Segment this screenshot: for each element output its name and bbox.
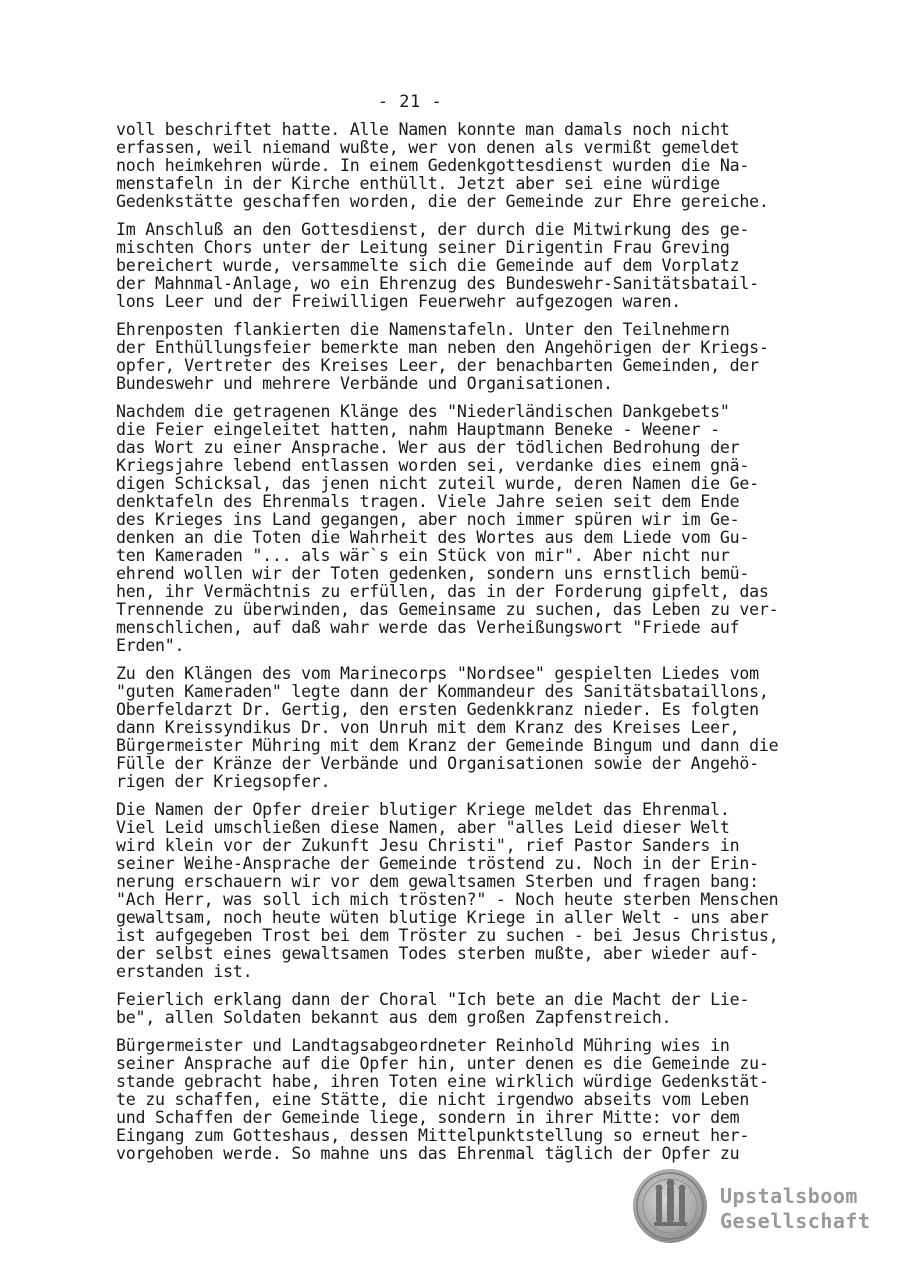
text-line: und Schaffen der Gemeinde liege, sondern in ihrer Mitte: vor dem xyxy=(116,1108,740,1127)
page-number: - 21 - xyxy=(377,92,443,112)
text-line: Eingang zum Gotteshaus, dessen Mittelpunktstellung so erneut her- xyxy=(116,1126,750,1145)
society-seal-icon xyxy=(632,1168,708,1244)
text-line: der Enthüllungsfeier bemerkte man neben den Angehörigen der Kriegs- xyxy=(116,338,769,357)
upstalsboom-watermark xyxy=(630,1168,880,1248)
text-line: Kriegsjahre lebend entlassen worden sei, verdanke dies einem gnä- xyxy=(116,456,750,475)
text-line: rigen der Kriegsopfer. xyxy=(116,772,331,791)
text-line: bereichert wurde, versammelte sich die Gemeinde auf dem Vorplatz xyxy=(116,256,740,275)
text-line: opfer, Vertreter des Kreises Leer, der benachbarten Gemeinden, der xyxy=(116,356,759,375)
text-line: lons Leer und der Freiwilligen Feuerwehr aufgezogen waren. xyxy=(116,292,681,311)
text-line: voll beschriftet hatte. Alle Namen konnte man damals noch nicht xyxy=(116,120,730,139)
text-line: Feierlich erklang dann der Choral "Ich bete an die Macht der Lie- xyxy=(116,990,750,1009)
text-line: Trennende zu überwinden, das Gemeinsame zu suchen, das Leben zu ver- xyxy=(116,600,779,619)
text-line: menschlichen, auf daß wahr werde das Verheißungswort "Friede auf xyxy=(116,618,740,637)
watermark-line-2: Gesellschaft xyxy=(720,1209,871,1233)
text-line: dann Kreissyndikus Dr. von Unruh mit dem Kranz des Kreises Leer, xyxy=(116,718,740,737)
text-line: seiner Weihe-Ansprache der Gemeinde tröstend zu. Noch in der Erin- xyxy=(116,854,759,873)
text-line: seiner Ansprache auf die Opfer hin, unter denen es die Gemeinde zu- xyxy=(116,1054,769,1073)
text-line: Bundeswehr und mehrere Verbände und Organisationen. xyxy=(116,374,613,393)
text-line: te zu schaffen, eine Stätte, die nicht irgendwo abseits vom Leben xyxy=(116,1090,750,1109)
text-line: vorgehoben werde. So mahne uns das Ehrenmal täglich der Opfer zu xyxy=(116,1144,740,1163)
paragraph xyxy=(116,801,856,981)
text-line: Oberfeldarzt Dr. Gertig, den ersten Gedenkkranz nieder. Es folgten xyxy=(116,700,759,719)
text-line: Ehrenposten flankierten die Namenstafeln. Unter den Teilnehmern xyxy=(116,320,730,339)
paragraph xyxy=(116,221,856,311)
paragraph xyxy=(116,1037,856,1163)
paragraph xyxy=(116,665,856,791)
text-line: nerung erschauern wir vor dem gewaltsamen Sterben und fragen bang: xyxy=(116,872,759,891)
text-line: denken an die Toten die Wahrheit des Wortes aus dem Liede vom Gu- xyxy=(116,528,750,547)
text-line: wird klein vor der Zukunft Jesu Christi", rief Pastor Sanders in xyxy=(116,836,740,855)
paragraph xyxy=(116,403,856,655)
text-line: die Feier eingeleitet hatten, nahm Hauptmann Beneke - Weener - xyxy=(116,420,720,439)
text-line: noch heimkehren würde. In einem Gedenkgottesdienst wurden die Na- xyxy=(116,156,750,175)
text-line: stande gebracht habe, ihren Toten eine wirklich würdige Gedenkstät- xyxy=(116,1072,769,1091)
text-line: be", allen Soldaten bekannt aus dem großen Zapfenstreich. xyxy=(116,1008,672,1027)
text-line: der selbst eines gewaltsamen Todes sterben mußte, aber wieder auf- xyxy=(116,944,759,963)
text-line: des Krieges ins Land gegangen, aber noch immer spüren wir im Ge- xyxy=(116,510,740,529)
text-line: "Ach Herr, was soll ich mich trösten?" - Noch heute sterben Menschen xyxy=(116,890,779,909)
text-line: Bürgermeister Mühring mit dem Kranz der Gemeinde Bingum und dann die xyxy=(116,736,779,755)
text-line: Gedenkstätte geschaffen worden, die der Gemeinde zur Ehre gereiche. xyxy=(116,192,769,211)
text-line: Die Namen der Opfer dreier blutiger Kriege meldet das Ehrenmal. xyxy=(116,800,730,819)
text-line: denktafeln des Ehrenmals tragen. Viele Jahre seien seit dem Ende xyxy=(116,492,740,511)
paragraph xyxy=(116,121,856,211)
document-body xyxy=(116,121,856,1173)
text-line: das Wort zu einer Ansprache. Wer aus der tödlichen Bedrohung der xyxy=(116,438,740,457)
text-line: gewaltsam, noch heute wüten blutige Kriege in aller Welt - uns aber xyxy=(116,908,769,927)
text-line: Viel Leid umschließen diese Namen, aber "alles Leid dieser Welt xyxy=(116,818,730,837)
text-line: der Mahnmal-Anlage, wo ein Ehrenzug des Bundeswehr-Sanitätsbatail- xyxy=(116,274,759,293)
text-line: Nachdem die getragenen Klänge des "Niederländischen Dankgebets" xyxy=(116,402,730,421)
paragraph xyxy=(116,321,856,393)
text-line: ehrend wollen wir der Toten gedenken, sondern uns ernstlich bemü- xyxy=(116,564,750,583)
text-line: mischten Chors unter der Leitung seiner Dirigentin Frau Greving xyxy=(116,238,730,257)
text-line: "guten Kameraden" legte dann der Kommandeur des Sanitätsbataillons, xyxy=(116,682,769,701)
text-line: Zu den Klängen des vom Marinecorps "Nordsee" gespielten Liedes vom xyxy=(116,664,759,683)
text-line: Im Anschluß an den Gottesdienst, der durch die Mitwirkung des ge- xyxy=(116,220,750,239)
text-line: menstafeln in der Kirche enthüllt. Jetzt aber sei eine würdige xyxy=(116,174,720,193)
text-line: hen, ihr Vermächtnis zu erfüllen, das in der Forderung gipfelt, das xyxy=(116,582,769,601)
text-line: erfassen, weil niemand wußte, wer von denen als vermißt gemeldet xyxy=(116,138,740,157)
text-line: ten Kameraden "... als wär`s ein Stück von mir". Aber nicht nur xyxy=(116,546,730,565)
paragraph xyxy=(116,991,856,1027)
text-line: ist aufgegeben Trost bei dem Tröster zu suchen - bei Jesus Christus, xyxy=(116,926,779,945)
text-line: erstanden ist. xyxy=(116,962,253,981)
text-line: Fülle der Kränze der Verbände und Organisationen sowie der Angehö- xyxy=(116,754,759,773)
text-line: Bürgermeister und Landtagsabgeordneter Reinhold Mühring wies in xyxy=(116,1036,730,1055)
watermark-line-1: Upstalsboom xyxy=(720,1184,858,1208)
text-line: digen Schicksal, das jenen nicht zuteil wurde, deren Namen die Ge- xyxy=(116,474,759,493)
text-line: Erden". xyxy=(116,636,185,655)
